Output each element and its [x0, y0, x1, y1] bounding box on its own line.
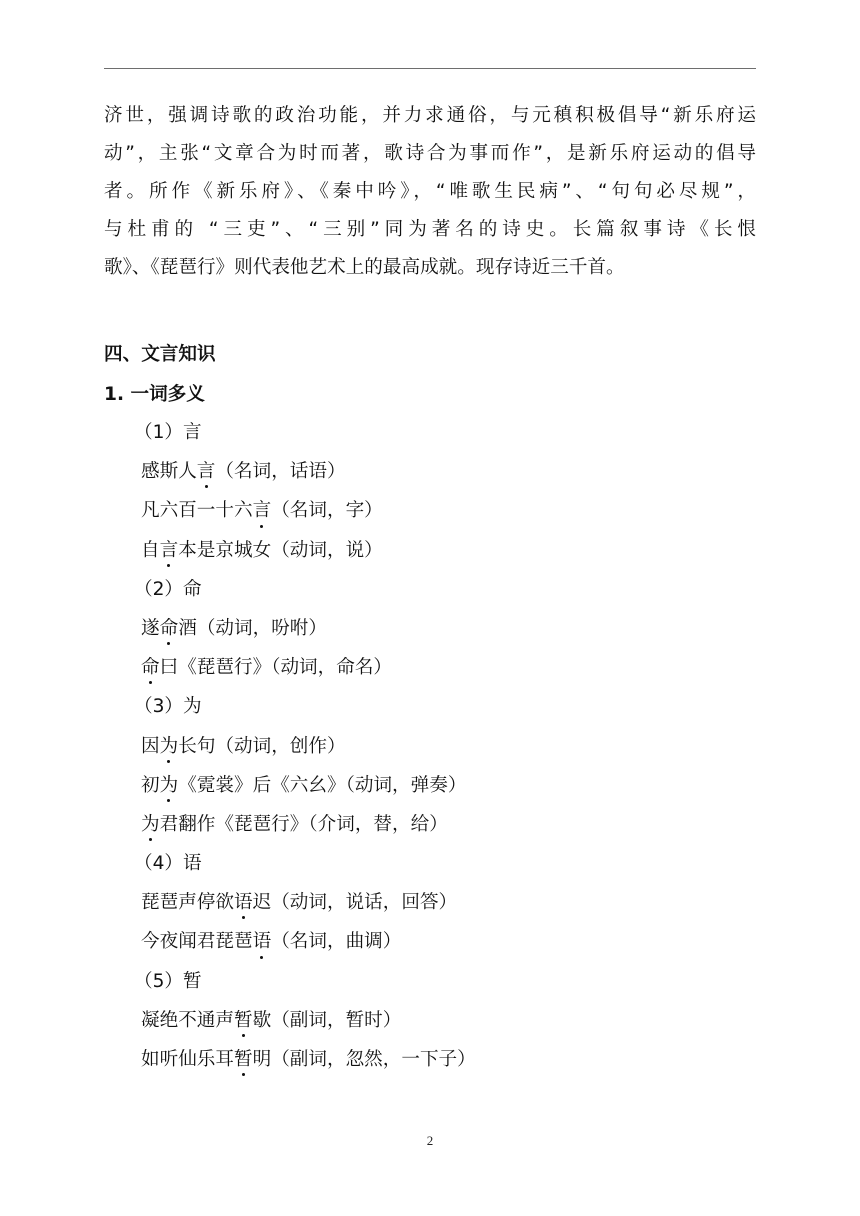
example-sentence — [104, 766, 756, 805]
example-text-after: 酒（动词，吩咐） — [178, 617, 327, 639]
example-text-after: 迟（动词，说话，回答） — [252, 892, 458, 914]
intro-line: 与杜甫的 “三吏”、“三别”同为著名的诗史。长篇叙事诗《长恨 — [104, 219, 756, 240]
emphasized-word: 言 — [160, 531, 179, 570]
intro-line: 济世，强调诗歌的政治功能，并力求通俗，与元稹积极倡导“新乐府运 — [104, 105, 756, 126]
example-sentence — [104, 727, 756, 766]
example-text-before: 感斯人 — [141, 461, 197, 483]
example-text-before: 遂 — [141, 617, 160, 639]
intro-line: 动”，主张“文章合为时而著，歌诗合为事而作”，是新乐府运动的倡导 — [104, 143, 756, 164]
emphasized-word: 语 — [253, 922, 272, 961]
header-rule — [104, 68, 756, 69]
emphasized-word: 暂 — [234, 1001, 253, 1040]
word-group-label: （2）命 — [134, 578, 202, 600]
example-text-after: 曰《琵琶行》（动词，命名） — [159, 657, 393, 679]
example-sentence — [104, 609, 756, 648]
intro-line: 歌》、《琵琶行》则代表他艺术上的最高成就。现存诗近三千首。 — [104, 257, 625, 278]
emphasized-word: 为 — [141, 805, 160, 844]
subsection-heading: 1. 一词多义 — [104, 384, 205, 405]
example-sentence — [104, 805, 756, 844]
example-text-after: 本是京城女（动词，说） — [178, 539, 383, 561]
intro-line: 者。所作《新乐府》、《秦中吟》，“唯歌生民病”、“句句必尽规”， — [104, 181, 756, 202]
emphasized-word: 言 — [197, 452, 216, 491]
example-text-before: 因 — [141, 735, 160, 757]
example-text-after: 长句（动词，创作） — [178, 735, 346, 757]
emphasized-word: 为 — [160, 766, 179, 805]
example-sentence — [104, 491, 756, 530]
example-sentence — [104, 452, 756, 491]
example-text-before: 凝绝不通声 — [141, 1009, 234, 1031]
emphasized-word: 暂 — [234, 1040, 253, 1079]
example-sentence — [104, 531, 756, 570]
example-text-before: 如听仙乐耳 — [141, 1049, 234, 1070]
example-text-before: 凡六百一十六 — [141, 500, 253, 522]
emphasized-word: 言 — [253, 491, 272, 530]
example-text-after: （名词，曲调） — [271, 931, 402, 953]
example-text-before: 初 — [141, 774, 160, 796]
example-text-after: 歇（副词，暂时） — [252, 1009, 402, 1031]
example-sentence — [104, 648, 756, 687]
example-sentence — [104, 1040, 756, 1079]
emphasized-word: 命 — [160, 609, 179, 648]
intro-paragraph — [104, 97, 756, 287]
example-text-after: （名词，字） — [271, 500, 383, 522]
example-text-after: （名词，话语） — [215, 461, 346, 483]
polysemy-list — [104, 413, 756, 1079]
word-group-label: （5）暂 — [134, 970, 202, 992]
page-number: 2 — [426, 1133, 434, 1148]
word-group-label: （4）语 — [134, 853, 202, 875]
example-text-after: 《霓裳》后《六幺》（动词，弹奏） — [178, 774, 467, 796]
example-text-before: 琵琶声停欲 — [141, 892, 234, 914]
example-sentence — [104, 883, 756, 922]
example-text-after: 君翻作《琵琶行》（介词，替，给） — [159, 813, 448, 835]
emphasized-word: 为 — [160, 727, 179, 766]
emphasized-word: 语 — [234, 883, 253, 922]
word-group-label: （3）为 — [134, 696, 202, 718]
example-text-before: 自 — [141, 539, 160, 561]
example-text-before: 今夜闻君琵琶 — [141, 931, 253, 953]
example-text-after: 明（副词，忽然，一下子） — [252, 1049, 476, 1070]
example-sentence — [104, 1001, 756, 1040]
example-sentence — [104, 922, 756, 961]
emphasized-word: 命 — [141, 648, 160, 687]
word-group-label: （1）言 — [134, 422, 202, 443]
section-heading: 四、文言知识 — [104, 344, 216, 365]
